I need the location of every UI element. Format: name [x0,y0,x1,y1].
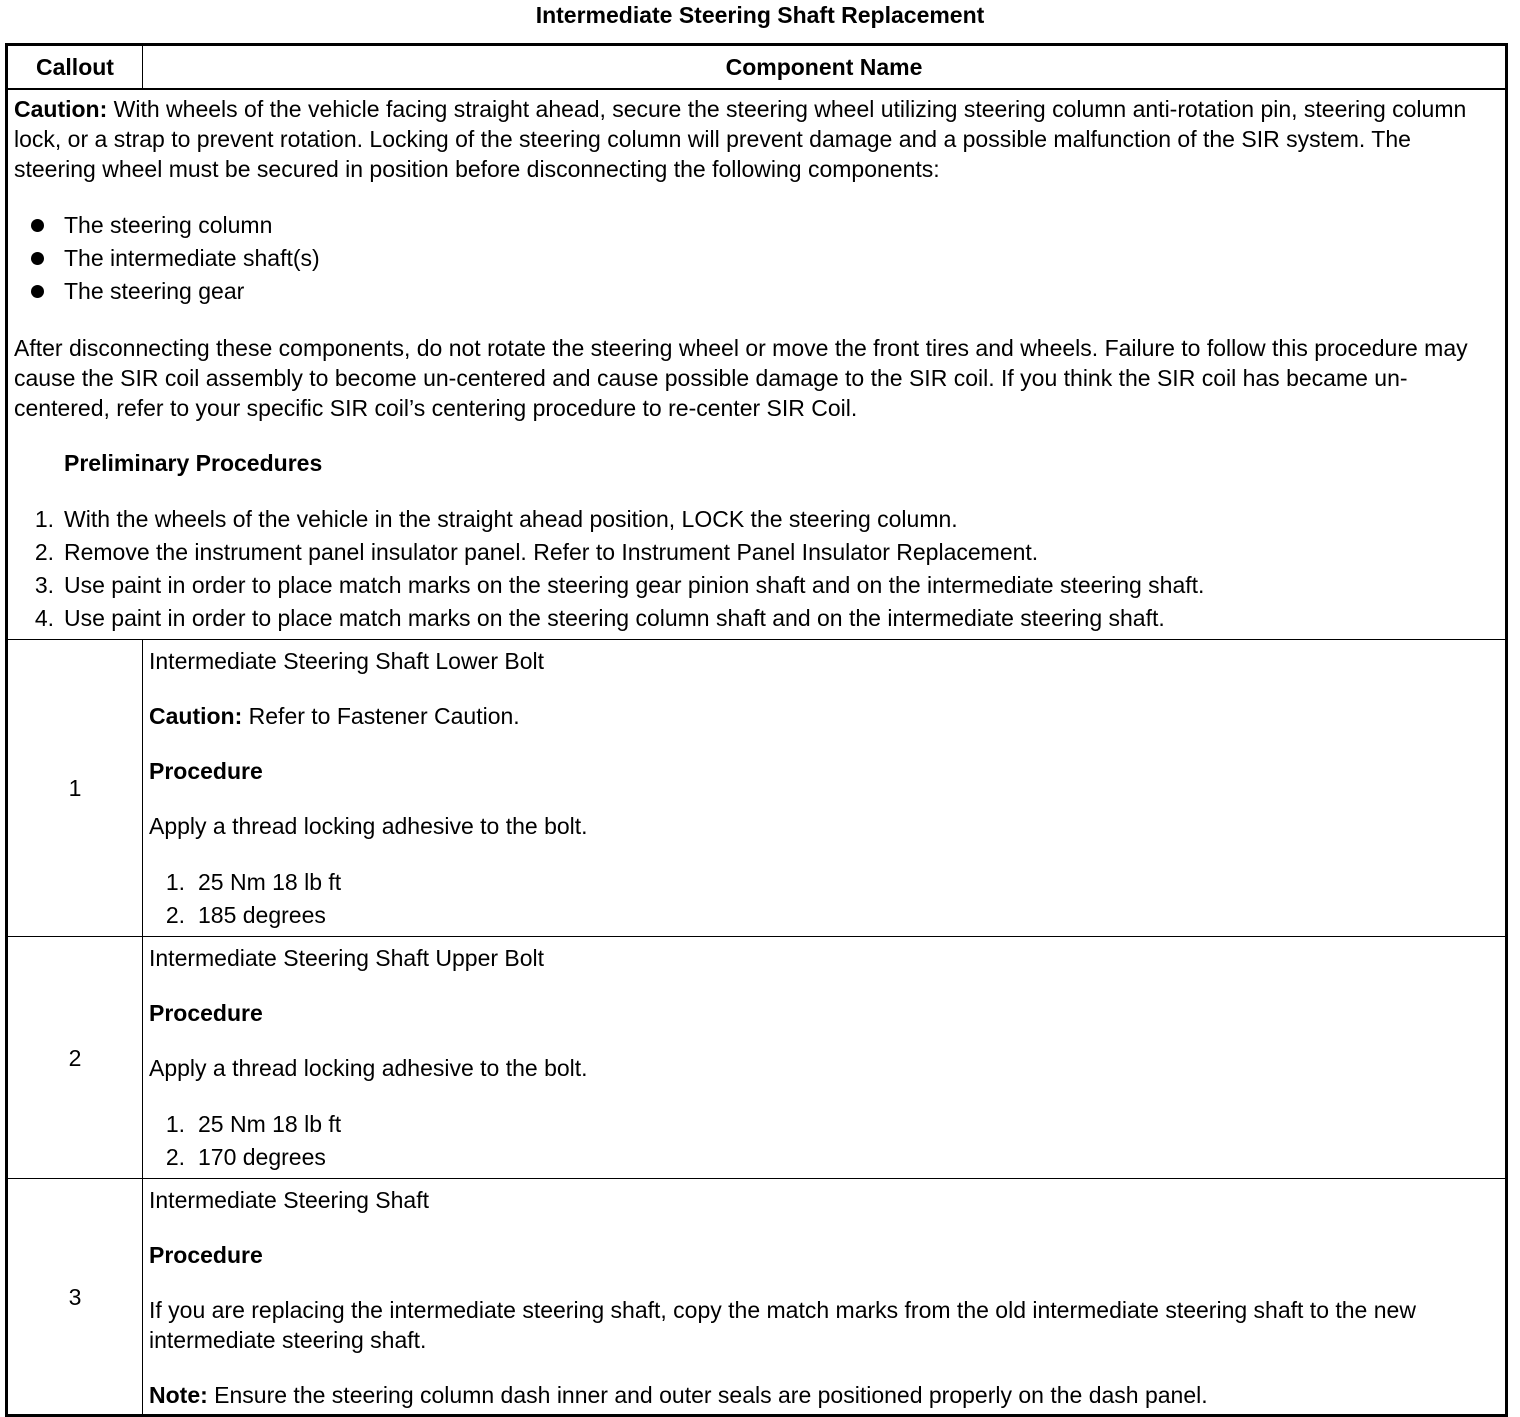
component-name: Intermediate Steering Shaft Upper Bolt [149,945,545,971]
component-name-column-header: Component Name [143,45,1507,90]
component-name: Intermediate Steering Shaft Lower Bolt [149,648,545,674]
procedure-table [5,43,1508,1417]
bullet-icon [31,252,44,265]
table-row [7,640,1507,937]
procedure-label: Procedure [149,1242,263,1268]
procedure-label: Procedure [149,758,263,784]
component-note: Note: Ensure the steering column dash inner and outer seals are positioned properly on the dash panel. [149,1382,1208,1408]
table-row [7,937,1507,1179]
list-item: 1. With the wheels of the vehicle in the straight ahead position, LOCK the steering column. [34,506,958,532]
procedure-instruction: Apply a thread locking adhesive to the bolt. [149,1055,588,1081]
torque-spec-list [149,866,1499,932]
table-row [7,1179,1507,1416]
callout-number: 2 [7,937,143,1179]
procedure-instruction: If you are replacing the intermediate steering shaft, copy the match marks from the old intermediate steering shaft to the new intermediate steering shaft. [149,1297,1416,1353]
procedure-label: Procedure [149,1000,263,1026]
bullet-icon [31,285,44,298]
list-item: 4. Use paint in order to place match marks on the steering column shaft and on the intermediate steering shaft. [34,605,1165,631]
component-cell [143,1179,1507,1416]
caution-text: With wheels of the vehicle facing straight ahead, secure the steering wheel utilizing steering column anti-rotation pin, steering column lock, or a strap to prevent rotation. Locking of the steering column will prevent damage and a possible malfunction of the SIR system. The steering wheel must be secured in position before disconnecting the following components: [14,96,1467,182]
list-item: 2. 185 degrees [165,902,326,928]
component-caution: Caution: Refer to Fastener Caution. [149,703,520,729]
list-item: The steering column [14,209,1499,242]
list-item: 2. 170 degrees [165,1144,326,1170]
component-cell [143,937,1507,1179]
list-item: 1. 25 Nm 18 lb ft [165,1111,342,1137]
list-item: 1. 25 Nm 18 lb ft [165,869,342,895]
intro-row [7,89,1507,640]
list-item: 2. Remove the instrument panel insulator panel. Refer to Instrument Panel Insulator Replacement. [34,539,1039,565]
procedure-instruction: Apply a thread locking adhesive to the bolt. [149,813,588,839]
page-title: Intermediate Steering Shaft Replacement [535,2,985,28]
intro-caution [14,94,1499,184]
component-cell [143,640,1507,937]
bullet-icon [31,219,44,232]
intro-cell [7,89,1507,640]
caution-label: Caution: [14,96,108,122]
component-name: Intermediate Steering Shaft [149,1187,429,1213]
preliminary-procedures-heading: Preliminary Procedures [64,450,323,476]
list-item: The steering gear [14,275,1499,308]
preliminary-steps-list [14,503,1499,635]
callout-number: 1 [7,640,143,937]
component-bullet-list [14,209,1499,308]
list-item: The intermediate shaft(s) [14,242,1499,275]
callout-column-header: Callout [7,45,143,90]
list-item: 3. Use paint in order to place match marks on the steering gear pinion shaft and on the intermediate steering shaft. [34,572,1205,598]
after-disconnect-text: After disconnecting these components, do not rotate the steering wheel or move the front tires and wheels. Failure to follow this procedure may cause the SIR coil assembly to become un-centered and cause possible damage to the SIR coil. If you think the SIR coil has became un-centered, refer to your specific SIR coil’s centering procedure to re-center SIR Coil. [14,335,1468,421]
callout-number: 3 [7,1179,143,1416]
torque-spec-list [149,1108,1499,1174]
table-header-row [7,45,1507,90]
